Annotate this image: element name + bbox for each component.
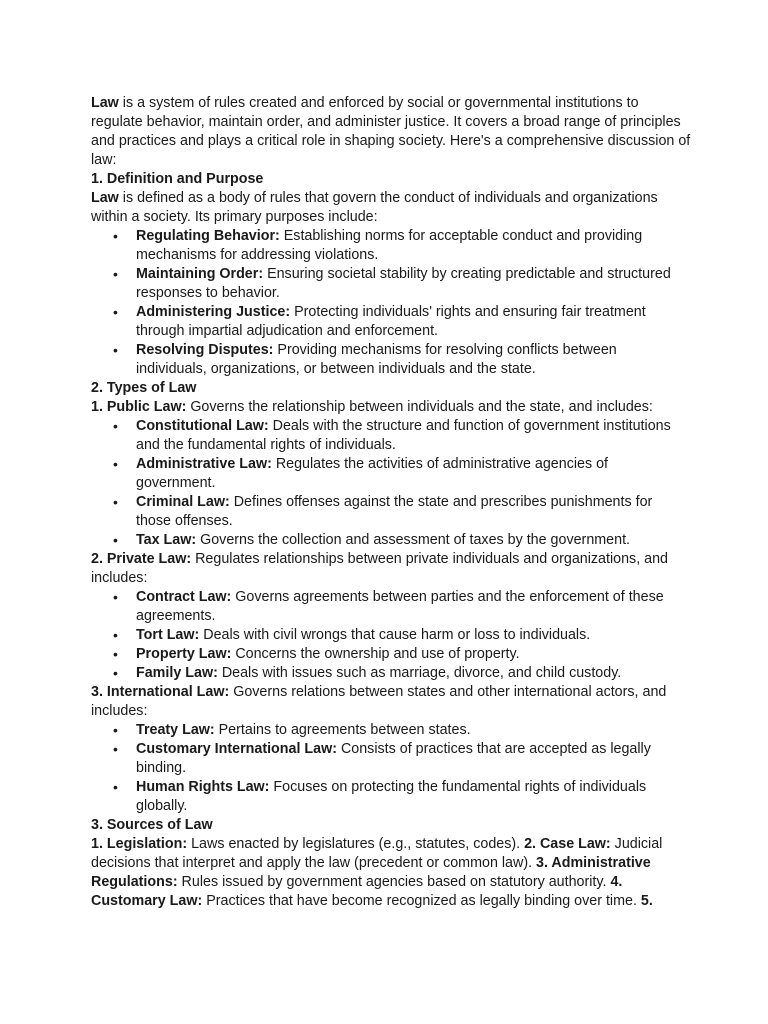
public-law-list <box>91 417 691 550</box>
sources-paragraph: 1. Legislation: Laws enacted by legislatures (e.g., statutes, codes). 2. Case Law: Judicial decisions that interpret and apply the law (precedent or common law). 3. Administrative Regulations: Rules issued by government agencies based on statutory authority. 4. Customary Law: Practices that have become recognized as legally binding over time. 5. <box>91 836 663 909</box>
list-item: • Customary International Law: Consists of practices that are accepted as legally binding. <box>91 740 691 778</box>
list-item: • Resolving Disputes: Providing mechanisms for resolving conflicts between individuals, organizations, or between individuals and the state. <box>91 341 691 379</box>
international-law-list <box>91 721 691 816</box>
definition-term: Law <box>91 190 119 206</box>
international-law-paragraph: 3. International Law: Governs relations between states and other international actors, and includes: <box>91 684 667 719</box>
list-item: • Family Law: Deals with issues such as marriage, divorce, and child custody. <box>91 664 691 683</box>
list-item: • Maintaining Order: Ensuring societal stability by creating predictable and structured responses to behavior. <box>91 265 691 303</box>
list-item: • Administrative Law: Regulates the activities of administrative agencies of government. <box>91 455 691 493</box>
list-item: • Criminal Law: Defines offenses against the state and prescribes punishments for those offenses. <box>91 493 691 531</box>
document-body <box>91 94 691 911</box>
definition-paragraph <box>91 189 691 227</box>
list-item: • Constitutional Law: Deals with the structure and function of government institutions and the fundamental rights of individuals. <box>91 417 691 455</box>
intro-paragraph <box>91 94 691 170</box>
section-heading-definition: 1. Definition and Purpose <box>91 171 264 187</box>
list-item: • Treaty Law: Pertains to agreements between states. <box>91 721 691 740</box>
list-item: • Property Law: Concerns the ownership and use of property. <box>91 645 691 664</box>
list-item: • Tax Law: Governs the collection and assessment of taxes by the government. <box>91 531 691 550</box>
list-item: • Human Rights Law: Focuses on protecting the fundamental rights of individuals globally. <box>91 778 691 816</box>
section-heading-sources: 3. Sources of Law <box>91 817 213 833</box>
definition-text: is defined as a body of rules that govern the conduct of individuals and organizations within a society. Its primary purposes include: <box>91 190 658 225</box>
intro-term: Law <box>91 95 119 111</box>
list-item: • Tort Law: Deals with civil wrongs that cause harm or loss to individuals. <box>91 626 691 645</box>
intro-text: is a system of rules created and enforced by social or governmental institutions to regulate behavior, maintain order, and administer justice. It covers a broad range of principles and practices and plays a critical role in shaping society. Here's a comprehensive discussion of law: <box>91 95 691 168</box>
list-item: • Regulating Behavior: Establishing norms for acceptable conduct and providing mechanisms for addressing violations. <box>91 227 691 265</box>
section-heading-types: 2. Types of Law <box>91 380 197 396</box>
private-law-list <box>91 588 691 683</box>
list-item: • Administering Justice: Protecting individuals' rights and ensuring fair treatment through impartial adjudication and enforcement. <box>91 303 691 341</box>
purpose-list <box>91 227 691 379</box>
private-law-paragraph: 2. Private Law: Regulates relationships between private individuals and organizations, and includes: <box>91 551 668 586</box>
public-law-paragraph: 1. Public Law: Governs the relationship between individuals and the state, and includes: <box>91 399 653 415</box>
list-item: • Contract Law: Governs agreements between parties and the enforcement of these agreements. <box>91 588 691 626</box>
